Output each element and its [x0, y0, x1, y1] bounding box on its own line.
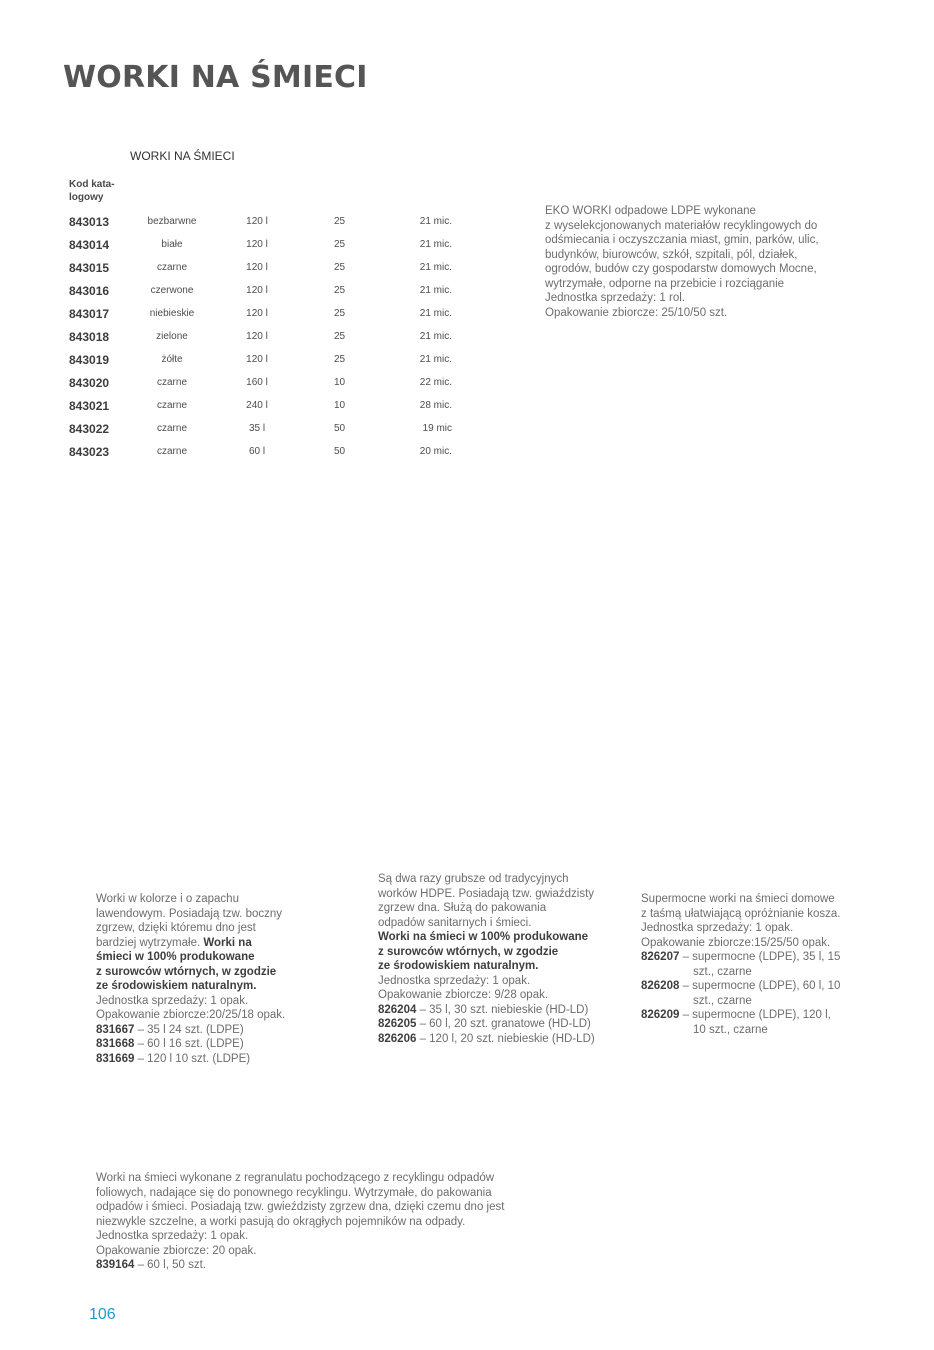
product-code: 826208 [641, 980, 680, 992]
cell-qty: 25 [333, 239, 346, 250]
super-packaging: Opakowanie zbiorcze:15/25/50 opak. [641, 936, 831, 949]
regranulat-line: odpadów i śmieci. Posiadają tzw. gwieździsty zgrzew dna, dzięki czemu dno jest [96, 1201, 505, 1213]
hdpe-sales-unit: Jednostka sprzedaży: 1 opak. [378, 974, 531, 987]
cell-thickness: 21 mic. [419, 239, 452, 250]
lavender-intro-line: lawendowym. Posiadają tzw. boczny [96, 907, 283, 920]
product-line [378, 1003, 595, 1018]
product-details: – supermocne (LDPE), 35 l, 15 [679, 951, 841, 963]
lavender-bold-line: z surowców wtórnych, w zgodzie [96, 965, 277, 978]
cell-volume: 35 l [248, 423, 266, 434]
regranulat-description [96, 1171, 504, 1273]
eko-line: budynków, biurowców, szkół, szpitali, pól, działek, [545, 248, 798, 261]
cell-qty: 25 [333, 354, 346, 365]
product-details-cont: szt., czarne [693, 965, 752, 978]
cell-volume: 120 l [246, 308, 268, 319]
lavender-bold-line: śmieci w 100% produkowane [96, 951, 255, 963]
product-code: 826204 [378, 1003, 417, 1016]
hdpe-intro-line: zgrzew dna. Służą do pakowania [378, 902, 547, 914]
cell-thickness: 21 mic. [419, 354, 452, 365]
lavender-packaging: Opakowanie zbiorcze:20/25/18 opak. [96, 1009, 286, 1021]
product-line [378, 1017, 595, 1032]
cell-color: czarne [156, 400, 187, 411]
page-title: WORKI NA ŚMIECI [63, 60, 368, 95]
lavender-bold-start: Worki na [203, 936, 252, 949]
supermocne-description [641, 892, 840, 1037]
table-row [65, 302, 452, 325]
lavender-intro-line: zgrzew, dzięki któremu dno jest [96, 922, 256, 934]
product-code: 826209 [641, 1009, 680, 1021]
cell-thickness: 21 mic. [419, 262, 452, 273]
product-details: – 120 l, 20 szt. niebieskie (HD-LD) [416, 1032, 595, 1045]
cell-thickness: 28 mic. [419, 400, 452, 411]
regranulat-line: Opakowanie zbiorcze: 20 opak. [96, 1244, 257, 1257]
product-details: – 120 l 10 szt. (LDPE) [134, 1052, 251, 1065]
cell-color: czerwone [150, 285, 194, 296]
product-details-cont: 10 szt., czarne [693, 1023, 768, 1036]
product-code: 831669 [96, 1052, 135, 1065]
regranulat-line: niezwykle szczelne, a worki pasują do okrągłych pojemników na odpady. [96, 1215, 466, 1228]
cell-code: 843015 [69, 260, 110, 275]
cell-qty: 50 [333, 423, 346, 434]
lavender-mixed-line [96, 936, 285, 951]
cell-color: czarne [156, 423, 187, 434]
regranulat-line: Jednostka sprzedaży: 1 opak. [96, 1230, 249, 1242]
cell-qty: 25 [333, 308, 346, 319]
hdpe-description [378, 872, 595, 1046]
product-details: – 35 l 24 szt. (LDPE) [134, 1023, 244, 1036]
table-row [65, 256, 452, 279]
product-details: – 60 l, 20 szt. granatowe (HD-LD) [416, 1018, 591, 1030]
eko-line: Opakowanie zbiorcze: 25/10/50 szt. [545, 306, 728, 319]
cell-qty: 10 [333, 400, 346, 411]
table-row [65, 210, 452, 233]
cell-color: zielone [156, 331, 188, 342]
lavender-sales-unit: Jednostka sprzedaży: 1 opak. [96, 994, 249, 1007]
product-details: – supermocne (LDPE), 120 l, [679, 1009, 831, 1021]
page-number: 106 [89, 1306, 116, 1323]
cell-color: czarne [156, 446, 187, 457]
cell-code: 843019 [69, 352, 110, 367]
eko-line: z wyselekcjonowanych materiałów recyklingowych do [545, 219, 818, 232]
cell-volume: 120 l [246, 331, 268, 342]
eko-line: odśmiecania i oczyszczania miast, gmin, parków, ulic, [545, 234, 819, 246]
catalog-code-header: Kod kata- logowy [69, 179, 115, 203]
table-row [65, 325, 452, 348]
hdpe-bold-line: z surowców wtórnych, w zgodzie [378, 945, 559, 958]
lavender-intro-line: Worki w kolorze i o zapachu [96, 893, 239, 905]
table-row [65, 417, 452, 440]
cell-code: 843014 [69, 237, 110, 252]
eko-line: ogrodów, budów czy gospodarstw domowych Mocne, [545, 263, 817, 275]
cell-volume: 160 l [246, 377, 268, 388]
product-line [378, 1032, 595, 1047]
cell-qty: 25 [333, 262, 346, 273]
cell-thickness: 21 mic. [419, 308, 452, 319]
lavender-description [96, 892, 285, 1066]
eko-description [545, 204, 819, 320]
cell-volume: 120 l [246, 354, 268, 365]
table-row [65, 279, 452, 302]
cell-code: 843016 [69, 283, 110, 298]
hdpe-bold-line: Worki na śmieci w 100% produkowane [378, 931, 589, 943]
cell-color: żółte [161, 354, 183, 365]
cell-qty: 10 [333, 377, 346, 388]
cell-thickness: 22 mic. [419, 377, 452, 388]
product-line [641, 950, 840, 965]
product-details: – 60 l, 50 szt. [134, 1259, 206, 1271]
cell-qty: 25 [333, 285, 346, 296]
cell-code: 843022 [69, 421, 110, 436]
product-code: 826207 [641, 951, 680, 963]
cell-thickness: 19 mic [422, 423, 452, 434]
product-details-cont: szt., czarne [693, 994, 752, 1007]
table-title: WORKI NA ŚMIECI [130, 149, 235, 163]
cell-volume: 120 l [246, 216, 268, 227]
cell-color: białe [161, 239, 183, 250]
hdpe-intro-line: odpadów sanitarnych i śmieci. [378, 916, 532, 929]
hdpe-intro-line: worków HDPE. Posiadają tzw. gwiaździsty [378, 887, 595, 900]
cell-code: 843017 [69, 306, 110, 321]
product-code: 826205 [378, 1018, 417, 1030]
product-code: 839164 [96, 1259, 135, 1271]
cell-volume: 60 l [248, 446, 266, 457]
hdpe-packaging: Opakowanie zbiorcze: 9/28 opak. [378, 989, 549, 1001]
cell-volume: 120 l [246, 262, 268, 273]
eko-line: wytrzymałe, odporne na przebicie i rozciąganie [545, 277, 785, 290]
table-row [65, 233, 452, 256]
cell-code: 843018 [69, 329, 110, 344]
cell-thickness: 21 mic. [419, 285, 452, 296]
eko-line: Jednostka sprzedaży: 1 rol. [545, 292, 685, 304]
hdpe-bold-line: ze środowiskiem naturalnym. [378, 960, 539, 972]
super-intro-line: Supermocne worki na śmieci domowe [641, 893, 835, 905]
cell-color: czarne [156, 377, 187, 388]
eko-line: EKO WORKI odpadowe LDPE wykonane [545, 205, 756, 217]
cell-qty: 50 [333, 446, 346, 457]
cell-volume: 240 l [246, 400, 268, 411]
hdpe-intro-line: Są dwa razy grubsze od tradycyjnych [378, 873, 569, 885]
cell-thickness: 21 mic. [419, 216, 452, 227]
table-row [65, 348, 452, 371]
cell-code: 843020 [69, 375, 110, 390]
product-line [96, 1023, 285, 1038]
product-line [641, 1008, 840, 1023]
product-line [96, 1258, 504, 1273]
lavender-bold-line: ze środowiskiem naturalnym. [96, 980, 257, 992]
cell-code: 843023 [69, 444, 110, 459]
product-code: 826206 [378, 1032, 417, 1045]
product-code: 831667 [96, 1023, 135, 1036]
cell-code: 843021 [69, 398, 110, 413]
cell-volume: 120 l [246, 285, 268, 296]
cell-thickness: 20 mic. [419, 446, 452, 457]
cell-color: bezbarwne [147, 216, 197, 227]
product-table [65, 210, 452, 463]
table-row [65, 371, 452, 394]
product-details: – 60 l 16 szt. (LDPE) [134, 1038, 244, 1050]
product-line [96, 1052, 285, 1067]
regranulat-line: foliowych, nadające się do ponownego recyklingu. Wytrzymałe, do pakowania [96, 1186, 492, 1199]
super-intro-line: z taśmą ułatwiającą opróżnianie kosza. [641, 907, 841, 920]
product-code: 831668 [96, 1038, 135, 1050]
table-row [65, 394, 452, 417]
product-details: – supermocne (LDPE), 60 l, 10 [679, 980, 841, 992]
cell-volume: 120 l [246, 239, 268, 250]
lavender-intro-end: bardziej wytrzymałe. [96, 936, 201, 949]
table-row [65, 440, 452, 463]
super-sales-unit: Jednostka sprzedaży: 1 opak. [641, 922, 794, 934]
product-line [96, 1037, 285, 1052]
cell-color: czarne [156, 262, 187, 273]
cell-qty: 25 [333, 331, 346, 342]
product-line [641, 979, 840, 994]
cell-thickness: 21 mic. [419, 331, 452, 342]
cell-color: niebieskie [149, 308, 195, 319]
cell-code: 843013 [69, 214, 110, 229]
product-details: – 35 l, 30 szt. niebieskie (HD-LD) [416, 1003, 589, 1016]
regranulat-line: Worki na śmieci wykonane z regranulatu pochodzącego z recyklingu odpadów [96, 1172, 495, 1184]
cell-qty: 25 [333, 216, 346, 227]
